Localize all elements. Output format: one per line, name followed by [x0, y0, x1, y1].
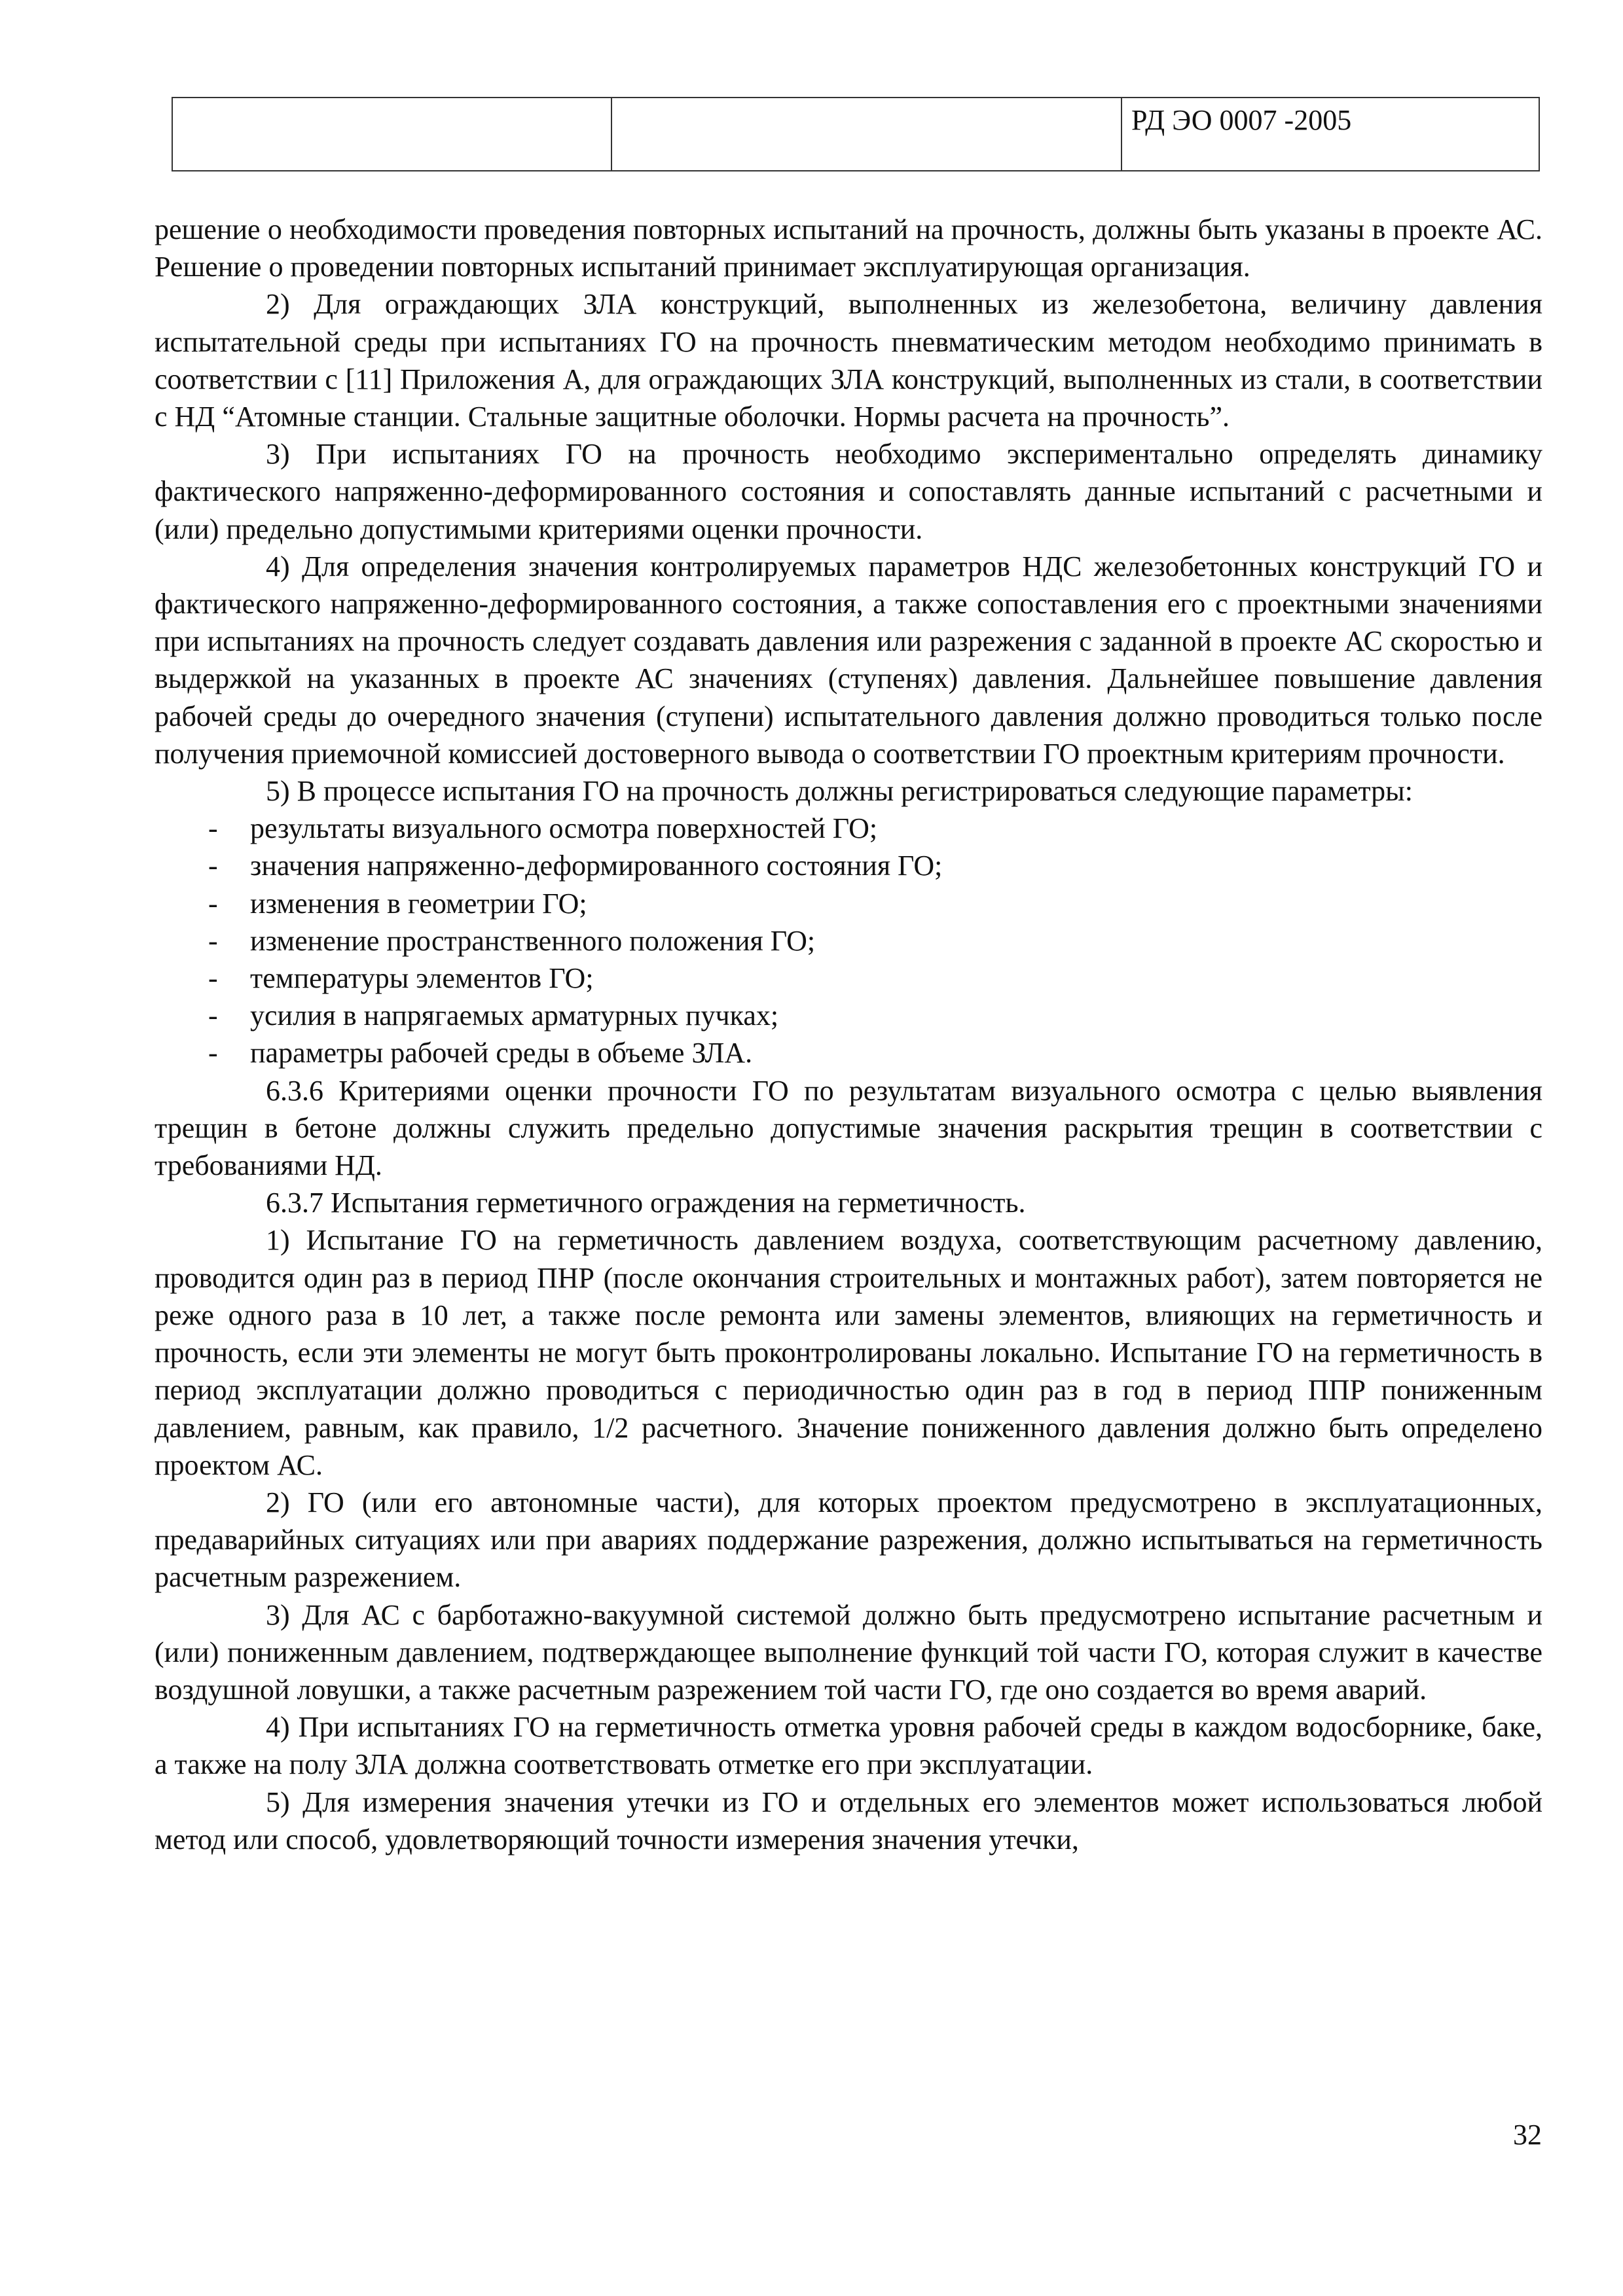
header-row — [172, 98, 1539, 171]
list-item — [155, 997, 1542, 1034]
document-body — [155, 211, 1542, 1858]
list-item — [155, 1034, 1542, 1071]
list-dash-marker: - — [208, 924, 218, 957]
list-dash-marker: - — [208, 850, 218, 882]
document-code: РД ЭО 0007 -2005 — [1122, 98, 1539, 171]
list-dash-marker: - — [208, 887, 218, 920]
paragraph-continuation: решение о необходимости проведения повторных испытаний на прочность, должны быть указаны в проекте АС. Решение о проведении повторных испытаний принимает эксплуатирующая организация. — [155, 213, 1542, 283]
paragraph-item-2-pressure: 2) Для ограждающих ЗЛА конструкций, выполненных из железобетона, величину давления испытательной среды при испытаниях ГО на прочность пневматическим методом необходимо принимать в соответствии с [11] Приложения А, для ограждающих ЗЛА конструкций, выполненных из стали, в соответствии с НД “Атомные станции. Стальные защитные оболочки. Нормы расчета на прочность”. — [155, 288, 1542, 433]
list-item-text: изменение пространственного положения ГО; — [250, 924, 816, 957]
paragraph-leak-test-item-5: 5) Для измерения значения утечки из ГО и отдельных его элементов может использоваться любой метод или способ, удовлетворяющий точности измерения значения утечки, — [155, 1785, 1542, 1856]
paragraph-item-5-registration: 5) В процессе испытания ГО на прочность должны регистрироваться следующие параметры: — [266, 775, 1413, 808]
list-item-text: значения напряженно-деформированного состояния ГО; — [250, 850, 943, 882]
list-item — [155, 922, 1542, 960]
list-item — [155, 960, 1542, 997]
registered-parameters-list — [155, 810, 1542, 1071]
header-cell-middle — [611, 98, 1122, 171]
list-item-text: температуры элементов ГО; — [250, 962, 594, 995]
list-dash-marker: - — [208, 1037, 218, 1069]
paragraph-6-3-6: 6.3.6 Критериями оценки прочности ГО по результатам визуального осмотра с целью выявления трещин в бетоне должны служить предельно допустимые значения раскрытия трещин в соответствии с требованиями НД. — [155, 1074, 1542, 1182]
page-number: 32 — [1513, 2119, 1542, 2151]
list-item — [155, 810, 1542, 847]
list-dash-marker: - — [208, 812, 218, 845]
header-table — [172, 97, 1540, 171]
paragraph-leak-test-item-4: 4) При испытаниях ГО на герметичность отметка уровня рабочей среды в каждом водосборнике, баке, а также на полу ЗЛА должна соответствовать отметке его при эксплуатации. — [155, 1711, 1542, 1781]
list-item — [155, 847, 1542, 884]
list-dash-marker: - — [208, 962, 218, 995]
paragraph-leak-test-item-3: 3) Для АС с барботажно-вакуумной системой должно быть предусмотрено испытание расчетным и (или) пониженным давлением, подтверждающее выполнение функций той части ГО, которая служит в качестве воздушной ловушки, а также расчетным разрежением той части ГО, где оно создается во время аварий. — [155, 1598, 1542, 1706]
list-item-text: результаты визуального осмотра поверхностей ГО; — [250, 812, 878, 845]
header-cell-left — [172, 98, 611, 171]
list-item — [155, 885, 1542, 922]
paragraph-leak-test-item-1: 1) Испытание ГО на герметичность давлением воздуха, соответствующим расчетному давлению, проводится один раз в период ПНР (после окончания строительных и монтажных работ), затем повторяется не реже одного раза в 10 лет, а также после ремонта или замены элементов, влияющих на герметичность и прочность, если эти элементы не могут быть проконтролированы локально. Испытание ГО на герметичность в период эксплуатации должно проводиться с периодичностью один раз в год в период ППР пониженным давлением, равным, как правило, 1/2 расчетного. Значение пониженного давления должно быть определено проектом АС. — [155, 1224, 1542, 1481]
section-heading-6-3-7: 6.3.7 Испытания герметичного ограждения на герметичность. — [266, 1187, 1026, 1219]
list-item-text: усилия в напрягаемых арматурных пучках; — [250, 999, 779, 1032]
list-item-text: изменения в геометрии ГО; — [250, 887, 587, 920]
paragraph-leak-test-item-2: 2) ГО (или его автономные части), для которых проектом предусмотрено в эксплуатационных, предаварийных ситуациях или при авариях поддержание разрежения, должно испытываться на герметичность расчетным разрежением. — [155, 1486, 1542, 1594]
paragraph-item-4-parameters: 4) Для определения значения контролируемых параметров НДС железобетонных конструкций ГО и фактического напряженно-деформированного состояния, а также сопоставления его с проектными значениями при испытаниях на прочность следует создавать давления или разрежения с заданной в проекте АС скоростью и выдержкой на указанных в проекте АС значениях (ступенях) давления. Дальнейшее повышение давления рабочей среды до очередного значения (ступени) испытательного давления должно проводиться только после получения приемочной комиссией достоверного вывода о соответствии ГО проектным критериям прочности. — [155, 550, 1542, 770]
list-dash-marker: - — [208, 999, 218, 1032]
paragraph-item-3-stress-state: 3) При испытаниях ГО на прочность необходимо экспериментально определять динамику фактического напряженно-деформированного состояния и сопоставлять данные испытаний с расчетными и (или) предельно допустимыми критериями оценки прочности. — [155, 438, 1542, 545]
list-item-text: параметры рабочей среды в объеме ЗЛА. — [250, 1037, 753, 1069]
